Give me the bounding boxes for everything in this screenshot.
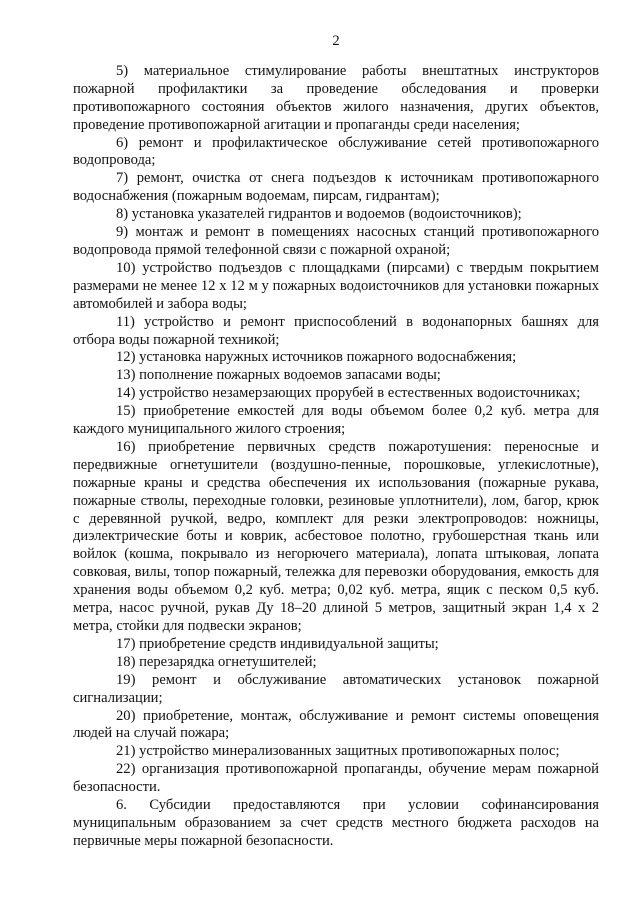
paragraph-item-14: 14) устройство незамерзающих прорубей в естественных водоисточниках;	[116, 385, 581, 402]
paragraph-item-11: 11) устройство и ремонт приспособлений в водонапорных башнях для отбора воды пожарной техникой;	[73, 313, 599, 348]
paragraph-item-18: 18) перезарядка огнетушителей;	[116, 653, 317, 670]
paragraph-item-6: 6) ремонт и профилактическое обслуживание сетей противопожарного водопровода;	[73, 134, 599, 169]
document-body	[73, 63, 599, 851]
paragraph-item-15: 15) приобретение емкостей для воды объемом более 0,2 куб. метра для каждого муниципального жилого строения;	[73, 403, 599, 438]
paragraph-item-8: 8) установка указателей гидрантов и водоемов (водоисточников);	[116, 206, 522, 223]
paragraph-item-9: 9) монтаж и ремонт в помещениях насосных станций противопожарного водопровода прямой телефонной связи с пожарной охраной;	[73, 224, 599, 258]
paragraph-item-7: 7) ремонт, очистка от снега подъездов к источникам противопожарного водоснабжения (пожарным водоемам, пирсам, гидрантам);	[73, 170, 599, 205]
paragraph-item-21: 21) устройство минерализованных защитных противопожарных полос;	[116, 743, 560, 760]
paragraph-section-6: 6. Субсидии предоставляются при условии софинансирования муниципальным образованием за счет средств местного бюджета расходов на первичные меры пожарной безопасности.	[73, 797, 599, 849]
paragraph-item-22: 22) организация противопожарной пропаганды, обучение мерам пожарной безопасности.	[73, 761, 599, 796]
paragraph-item-5: 5) материальное стимулирование работы внештатных инструкторов пожарной профилактики за проведение обследования и проверки противопожарного состояния объектов жилого назначения, других объектов, проведение противопожарной агитации и пропаганды среди населения;	[73, 62, 599, 133]
page-number: 2	[332, 33, 340, 49]
paragraph-item-19: 19) ремонт и обслуживание автоматических установок пожарной сигнализации;	[73, 671, 599, 706]
paragraph-item-10: 10) устройство подъездов с площадками (пирсами) с твердым покрытием размерами не менее 12 х 12 м у пожарных водоисточников для установки пожарных автомобилей и забора воды;	[73, 259, 599, 312]
paragraph-item-20: 20) приобретение, монтаж, обслуживание и ремонт системы оповещения людей на случай пожара;	[73, 707, 599, 742]
paragraph-item-16: 16) приобретение первичных средств пожаротушения: переносные и передвижные огнетушители (воздушно-пенные, порошковые, углекислотные), пожарные краны и средства обеспечения их использования (пожарные рукава, пожарные стволы, переходные головки, резиновые уплотнители), лом, багор, крюк с деревянной ручкой, ведро, комплект для резки электропроводов: ножницы, диэлектрические боты и коврик, асбестовое полотно, грубошерстная ткань или войлок (кошма, покрывало из негорючего материала), лопата штыковая, лопата совковая, вилы, топор пожарный, тележка для перевозки оборудования, емкость для хранения воды объемом 0,2 куб. метра; 0,02 куб. метра, ящик с песком 0,5 куб. метра, насос ручной, рукав Ду 18–20 длиной 5 метров, защитный экран 1,4 х 2 метра, стойки для подвески экранов;	[73, 438, 599, 634]
paragraph-item-13: 13) пополнение пожарных водоемов запасами воды;	[116, 367, 441, 384]
paragraph-item-12: 12) установка наружных источников пожарного водоснабжения;	[116, 349, 517, 366]
paragraph-item-17: 17) приобретение средств индивидуальной защиты;	[116, 635, 439, 652]
